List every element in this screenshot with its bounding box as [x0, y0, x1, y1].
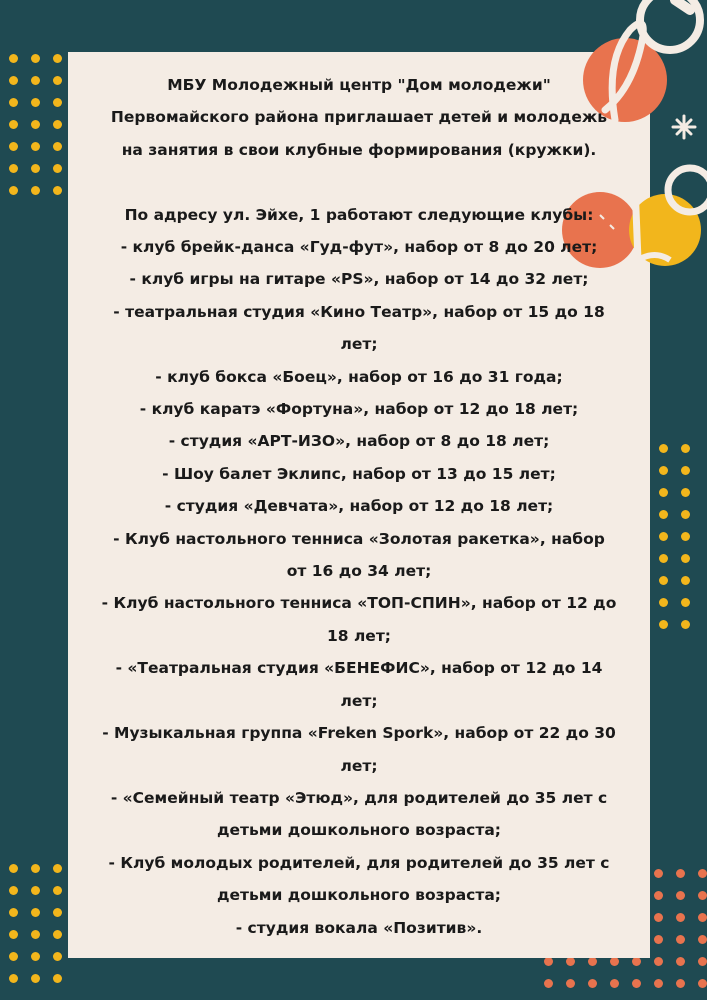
decor-dot — [698, 957, 707, 966]
decor-dot — [659, 554, 668, 563]
decor-dot — [53, 930, 62, 939]
decor-dot — [588, 957, 597, 966]
poster-line: лет; — [340, 335, 378, 354]
poster-line: детьми дошкольного возраста; — [216, 821, 502, 840]
decor-dot — [681, 466, 690, 475]
decor-dot — [9, 974, 18, 983]
decor-dot — [681, 620, 690, 629]
decor-dot — [53, 98, 62, 107]
decor-dot — [31, 98, 40, 107]
decor-dot — [654, 979, 663, 988]
poster-line: - клуб бокса «Боец», набор от 16 до 31 года; — [155, 367, 563, 386]
decor-dot — [676, 869, 685, 878]
decor-dot — [31, 76, 40, 85]
poster-line: детьми дошкольного возраста; — [216, 886, 502, 905]
decor-dot — [9, 908, 18, 917]
decor-dot — [659, 444, 668, 453]
poster-line: 18 лет; — [326, 626, 391, 645]
decor-dot — [681, 444, 690, 453]
decor-dot — [53, 186, 62, 195]
decor-dot — [588, 979, 597, 988]
blank-line — [68, 166, 650, 198]
decor-dot — [9, 930, 18, 939]
poster-line: - клуб каратэ «Фортуна», набор от 12 до 18 лет; — [139, 400, 579, 419]
decor-dot — [53, 164, 62, 173]
decor-dot — [676, 935, 685, 944]
poster-line: Первомайского района приглашает детей и молодежь — [110, 108, 608, 127]
poster-line: - Клуб молодых родителей, для родителей до 35 лет с — [108, 853, 610, 872]
poster-line: - клуб игры на гитаре «PS», набор от 14 до 32 лет; — [129, 270, 589, 289]
poster-line: - Музыкальная группа «Freken Spork», набор от 22 до 30 — [102, 724, 616, 743]
poster-line: - студия «АРТ-ИЗО», набор от 8 до 18 лет; — [168, 432, 550, 451]
poster-line: лет; — [340, 756, 378, 775]
poster-line: - Клуб настольного тенниса «Золотая ракетка», набор — [113, 529, 605, 548]
decor-dot — [659, 620, 668, 629]
decor-dot — [53, 120, 62, 129]
decor-dot — [9, 76, 18, 85]
decor-dot — [681, 576, 690, 585]
decor-dot — [544, 979, 553, 988]
sparkle-icon — [673, 116, 695, 138]
poster-line: - студия вокала «Позитив». — [235, 918, 483, 937]
decor-dot — [566, 979, 575, 988]
decor-dot — [9, 864, 18, 873]
decor-dot — [681, 488, 690, 497]
poster-line: - Шоу балет Эклипс, набор от 13 до 15 лет; — [162, 464, 556, 483]
decor-dot — [676, 913, 685, 922]
poster-text — [68, 69, 650, 944]
decor-dot — [53, 864, 62, 873]
dots-right-middle — [655, 440, 707, 640]
decor-dot — [53, 886, 62, 895]
decor-dot — [31, 120, 40, 129]
decor-dot — [53, 142, 62, 151]
decor-dot — [654, 935, 663, 944]
decor-dot — [9, 142, 18, 151]
decor-dot — [681, 532, 690, 541]
decor-dot — [31, 864, 40, 873]
decor-dot — [31, 930, 40, 939]
decor-dot — [654, 869, 663, 878]
decor-dot — [681, 598, 690, 607]
decor-dot — [659, 510, 668, 519]
poster-line: на занятия в свои клубные формирования (кружки). — [121, 140, 597, 159]
decor-dot — [31, 886, 40, 895]
decor-dot — [53, 76, 62, 85]
decor-dot — [53, 908, 62, 917]
decor-dot — [676, 891, 685, 900]
poster-line: - «Театральная студия «БЕНЕФИС», набор от 12 до 14 — [115, 659, 603, 678]
decor-dot — [9, 886, 18, 895]
decor-dot — [610, 979, 619, 988]
decor-dot — [31, 164, 40, 173]
decor-dot — [9, 54, 18, 63]
poster-line: МБУ Молодежный центр "Дом молодежи" — [167, 76, 551, 94]
poster-line: - театральная студия «Кино Театр», набор от 15 до 18 — [113, 302, 605, 321]
poster-line: - клуб брейк-данса «Гуд-фут», набор от 8 до 20 лет; — [120, 238, 598, 257]
decor-dot — [698, 979, 707, 988]
decor-dot — [659, 488, 668, 497]
decor-dot — [698, 913, 707, 922]
decor-dot — [654, 957, 663, 966]
decor-dot — [698, 869, 707, 878]
decor-dot — [632, 979, 641, 988]
decor-dot — [659, 598, 668, 607]
decor-dot — [659, 576, 668, 585]
decor-dot — [654, 891, 663, 900]
decor-dot — [9, 98, 18, 107]
poster-line: По адресу ул. Эйхе, 1 работают следующие клубы: — [124, 205, 594, 224]
decor-dot — [544, 957, 553, 966]
decor-dot — [31, 54, 40, 63]
decor-dot — [659, 466, 668, 475]
decor-dot — [9, 952, 18, 961]
decor-dot — [53, 952, 62, 961]
poster-line: - студия «Девчата», набор от 12 до 18 лет; — [164, 497, 554, 516]
decor-dot — [53, 974, 62, 983]
decor-dot — [610, 957, 619, 966]
decor-dot — [566, 957, 575, 966]
decor-dot — [659, 532, 668, 541]
decor-dot — [676, 957, 685, 966]
poster-line: - «Семейный театр «Этюд», для родителей до 35 лет с — [110, 788, 608, 807]
decor-dot — [698, 891, 707, 900]
decor-dot — [681, 510, 690, 519]
decor-dot — [31, 142, 40, 151]
dots-bottom-left — [5, 860, 65, 1000]
decor-dot — [654, 913, 663, 922]
decor-dot — [31, 908, 40, 917]
poster-line: от 16 до 34 лет; — [286, 562, 432, 581]
decor-dot — [31, 974, 40, 983]
dots-top-left — [5, 50, 65, 200]
decor-dot — [9, 120, 18, 129]
poster-line: лет; — [340, 691, 378, 710]
decor-dot — [9, 186, 18, 195]
decor-dot — [632, 957, 641, 966]
decor-dot — [53, 54, 62, 63]
decor-dot — [681, 554, 690, 563]
decor-dot — [676, 979, 685, 988]
decor-dot — [9, 164, 18, 173]
poster-line: - Клуб настольного тенниса «ТОП-СПИН», набор от 12 до — [101, 594, 617, 613]
decor-dot — [31, 952, 40, 961]
decor-dot — [698, 935, 707, 944]
decor-dot — [31, 186, 40, 195]
